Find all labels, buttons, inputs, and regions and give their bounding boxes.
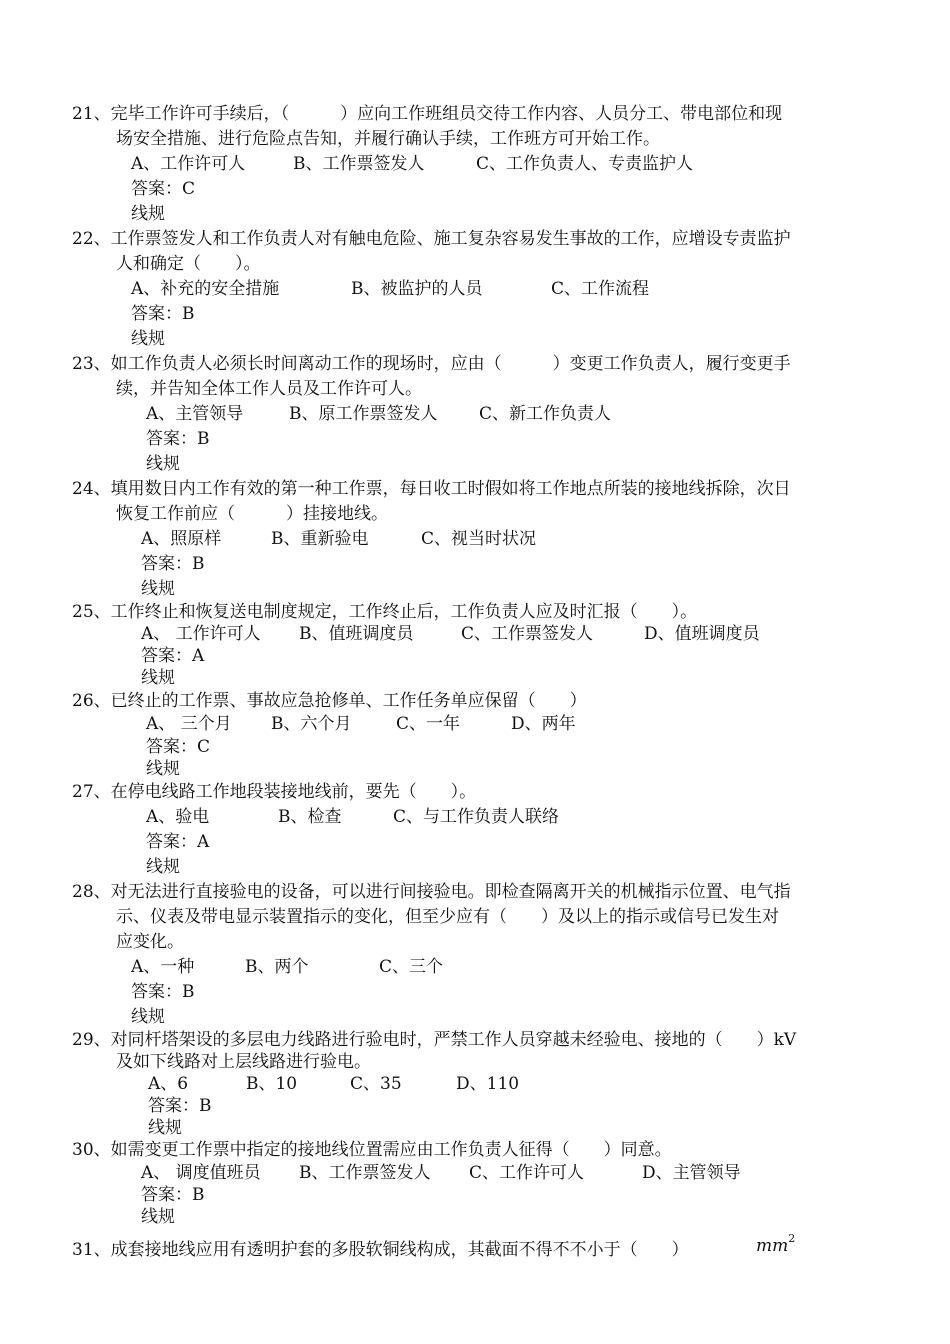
question-stem-cont: 人和确定（ ）。 <box>116 254 261 274</box>
category-tag: 线规 <box>141 668 175 688</box>
category-tag: 线规 <box>131 1007 165 1027</box>
options-row <box>131 277 649 301</box>
options-row <box>146 712 576 736</box>
answer-text: 答案：A <box>146 832 210 852</box>
option-a: A、验电 <box>146 807 210 827</box>
answer-text: 答案：B <box>141 1185 205 1205</box>
answer-text: 答案：B <box>131 304 195 324</box>
option-b: B、工作票签发人 <box>299 1163 431 1183</box>
answer-text: 答案：B <box>148 1096 212 1116</box>
option-b: B、工作票签发人 <box>293 154 425 174</box>
option-b: B、10 <box>246 1074 298 1094</box>
question-stem-cont: 续，并告知全体工作人员及工作许可人。 <box>116 379 422 399</box>
option-d: D、主管领导 <box>642 1163 741 1183</box>
question-stem-cont: 示、仪表及带电显示装置指示的变化，但至少应有（ ）及以上的指示或信号已发生对 <box>116 907 779 927</box>
option-a: A、 工作许可人 <box>141 624 261 644</box>
category-tag: 线规 <box>146 759 180 779</box>
option-c: C、工作许可人 <box>469 1163 585 1183</box>
option-c: C、新工作负责人 <box>479 404 612 424</box>
option-c: C、一年 <box>396 714 461 734</box>
option-b: B、重新验电 <box>271 529 369 549</box>
option-b: B、原工作票签发人 <box>289 404 438 424</box>
question-stem: 25、工作终止和恢复送电制度规定，工作终止后，工作负责人应及时汇报（ ）。 <box>72 602 698 622</box>
category-tag: 线规 <box>141 1207 175 1227</box>
category-tag: 线规 <box>146 454 180 474</box>
options-row <box>131 955 443 979</box>
question-stem: 21、完毕工作许可手续后，（ ）应向工作班组员交待工作内容、人员分工、带电部位和现 <box>72 104 783 124</box>
options-row <box>146 402 611 426</box>
unit-exponent: 2 <box>788 1232 796 1245</box>
category-tag: 线规 <box>131 204 165 224</box>
question-stem: 26、已终止的工作票、事故应急抢修单、工作任务单应保留（ ） <box>72 691 587 711</box>
category-tag: 线规 <box>146 857 180 877</box>
options-row <box>141 622 760 646</box>
option-a: A、一种 <box>131 957 195 977</box>
question-stem: 30、如需变更工作票中指定的接地线位置需应由工作负责人征得（ ）同意。 <box>72 1140 672 1160</box>
question-stem-cont: 场安全措施、进行危险点告知，并履行确认手续，工作班方可开始工作。 <box>116 129 660 149</box>
unit-mm-squared <box>756 1232 795 1256</box>
option-c: C、35 <box>350 1074 402 1094</box>
option-d: D、值班调度员 <box>644 624 760 644</box>
option-a: A、工作许可人 <box>131 154 246 174</box>
answer-text: 答案：B <box>141 554 205 574</box>
category-tag: 线规 <box>141 579 175 599</box>
option-a: A、照原样 <box>141 529 222 549</box>
answer-text: 答案：C <box>131 179 196 199</box>
question-stem-cont: 应变化。 <box>116 932 184 952</box>
question-stem: 29、对同杆塔架设的多层电力线路进行验电时，严禁工作人员穿越未经验电、接地的（ ）kV <box>72 1030 797 1050</box>
answer-text: 答案：B <box>131 982 195 1002</box>
option-b: B、值班调度员 <box>299 624 414 644</box>
category-tag: 线规 <box>131 329 165 349</box>
question-stem: 22、工作票签发人和工作负责人对有触电危险、施工复杂容易发生事故的工作，应增设专责监护 <box>72 229 791 249</box>
category-tag: 线规 <box>148 1118 182 1138</box>
unit-label: mm <box>756 1236 789 1256</box>
question-stem: 27、在停电线路工作地段装接地线前，要先（ ）。 <box>72 782 477 802</box>
option-a: A、补充的安全措施 <box>131 279 280 299</box>
option-b: B、六个月 <box>271 714 352 734</box>
question-stem: 23、如工作负责人必须长时间离动工作的现场时，应由（ ）变更工作负责人，履行变更手 <box>72 354 791 374</box>
option-c: C、工作票签发人 <box>461 624 594 644</box>
question-stem-cont: 及如下线路对上层线路进行验电。 <box>116 1052 371 1072</box>
option-a: A、主管领导 <box>146 404 244 424</box>
options-row <box>131 152 693 176</box>
option-d: D、110 <box>456 1074 520 1094</box>
option-c: C、工作流程 <box>551 279 650 299</box>
answer-text: 答案：A <box>141 646 205 666</box>
question-stem: 28、对无法进行直接验电的设备，可以进行间接验电。即检查隔离开关的机械指示位置、电气指 <box>72 882 791 902</box>
options-row <box>148 1072 519 1096</box>
answer-text: 答案：B <box>146 429 210 449</box>
option-d: D、两年 <box>511 714 576 734</box>
answer-text: 答案：C <box>146 737 211 757</box>
options-row <box>146 805 559 829</box>
option-a: A、 调度值班员 <box>141 1163 261 1183</box>
option-c: C、三个 <box>379 957 444 977</box>
option-a: A、6 <box>148 1074 189 1094</box>
question-stem-cont: 恢复工作前应（ ）挂接地线。 <box>116 504 388 524</box>
option-c: C、工作负责人、专责监护人 <box>476 154 694 174</box>
option-b: B、被监护的人员 <box>351 279 483 299</box>
question-stem: 24、填用数日内工作有效的第一种工作票，每日收工时假如将工作地点所装的接地线拆除，次日 <box>72 479 791 499</box>
question-stem: 31、成套接地线应用有透明护套的多股软铜线构成，其截面不得不不小于（ ） <box>72 1240 689 1260</box>
option-c: C、视当时状况 <box>421 529 537 549</box>
option-b: B、检查 <box>278 807 342 827</box>
options-row <box>141 1161 741 1185</box>
option-c: C、与工作负责人联络 <box>393 807 560 827</box>
option-a: A、 三个月 <box>146 714 232 734</box>
options-row <box>141 527 536 551</box>
option-b: B、两个 <box>245 957 309 977</box>
